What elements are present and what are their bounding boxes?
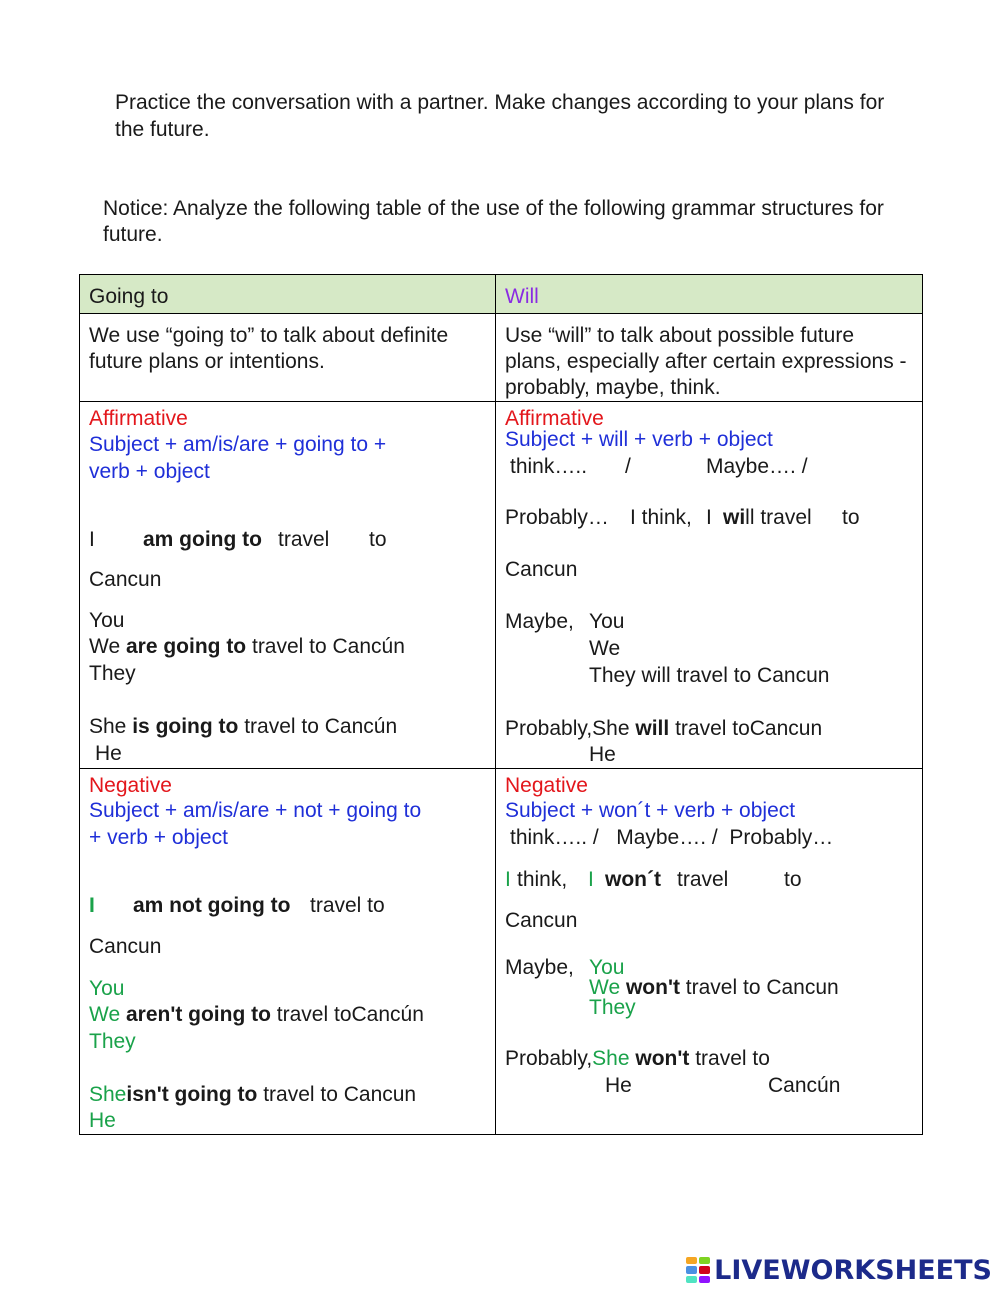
right-neg-i2: I — [588, 868, 594, 891]
right-neg-you: You — [589, 956, 625, 979]
liveworksheets-brand-text: LIVEWORKSHEETS — [714, 1254, 992, 1286]
left-aff-ex1-verb: am going to — [143, 528, 262, 551]
left-aff-ex1-place: Cancun — [89, 568, 162, 591]
notice-line-1: Notice: Analyze the following table of the use of the following grammar structures for — [103, 197, 884, 220]
right-neg-she-rest: travel to — [695, 1047, 770, 1070]
left-neg-ex1-subject: I — [89, 894, 95, 917]
left-neg-ex2-rest: travel toCancún — [276, 1003, 424, 1026]
right-aff-maybe: Maybe…. / — [706, 455, 808, 478]
right-aff-he: He — [589, 743, 616, 766]
left-neg-ex3-he: He — [89, 1109, 116, 1132]
desc-going-to: We use “going to” to talk about definite future plans or intentions. — [89, 324, 449, 373]
right-negative-title: Negative — [505, 774, 588, 797]
table-divider-header — [79, 313, 923, 314]
right-aff-to: to — [842, 506, 860, 529]
left-aff-ex2-we: We — [89, 635, 121, 658]
left-aff-ex2-verb: are going to — [125, 635, 247, 658]
left-aff-ex3-line — [89, 714, 397, 740]
left-neg-ex2-they: They — [89, 1030, 136, 1053]
table-divider-column — [495, 274, 496, 1135]
right-negative-structure: Subject + won´t + verb + object — [505, 799, 796, 822]
notice-line-2: future. — [103, 223, 163, 246]
left-aff-ex3-verb: is going to — [132, 715, 239, 738]
left-neg-ex2-verb: aren't going to — [125, 1003, 271, 1026]
right-aff-i: I — [706, 506, 712, 529]
left-neg-ex2-line — [89, 1002, 424, 1028]
right-aff-probably: Probably… — [505, 506, 609, 529]
table-divider-desc — [79, 401, 923, 402]
right-neg-i1: I — [505, 868, 511, 891]
right-neg-wont2: won't — [625, 976, 680, 999]
left-affirmative-structure-2: verb + object — [89, 460, 210, 483]
right-aff-maybe-comma: Maybe, — [505, 610, 574, 633]
left-aff-ex2-line — [89, 634, 405, 660]
right-neg-maybe-comma: Maybe, — [505, 956, 574, 979]
right-aff-i-think: I think, — [630, 506, 692, 529]
right-aff-will-rest: ll travel — [745, 506, 812, 529]
table-border-bottom — [79, 1134, 923, 1135]
right-neg-travel: travel — [677, 868, 729, 891]
right-aff-she-rest: travel toCancun — [675, 717, 823, 740]
right-aff-will-word: will — [635, 717, 670, 740]
right-neg-place: Cancun — [505, 909, 578, 932]
left-neg-ex3-verb: isn't going to — [126, 1083, 258, 1106]
left-neg-ex1-place: Cancun — [89, 935, 162, 958]
right-affirmative-title: Affirmative — [505, 407, 604, 430]
right-aff-place: Cancun — [505, 558, 578, 581]
left-aff-ex2-rest: travel to Cancún — [251, 635, 405, 658]
right-neg-they: They — [589, 996, 636, 1019]
right-aff-slash: / — [625, 455, 631, 478]
left-aff-ex1-travel: travel — [278, 528, 330, 551]
left-negative-title: Negative — [89, 774, 172, 797]
right-neg-we: We — [589, 976, 621, 999]
left-aff-ex3-she: She — [89, 715, 127, 738]
left-negative-structure-2: + verb + object — [89, 826, 228, 849]
left-aff-ex3-he: He — [95, 742, 122, 765]
desc-will: Use “will” to talk about possible future plans, especially after certain expressions - probably, maybe, think. — [505, 324, 907, 399]
right-neg-place2: Cancún — [768, 1074, 841, 1097]
intro-line-1: Practice the conversation with a partner. Make changes according to your plans for — [115, 91, 885, 114]
right-aff-probably-line — [505, 716, 822, 742]
left-neg-ex1-verb: am not going to — [133, 894, 291, 917]
right-neg-wont3: won't — [635, 1047, 690, 1070]
header-going-to: Going to — [89, 285, 169, 308]
table-border-top — [79, 274, 923, 275]
intro-line-2: the future. — [115, 118, 210, 141]
table-divider-affirmative — [79, 768, 923, 769]
left-neg-ex2-you: You — [89, 977, 125, 1000]
right-neg-wont: won´t — [605, 868, 661, 891]
right-neg-probably-line — [505, 1046, 770, 1072]
left-neg-ex3-rest: travel to Cancun — [263, 1083, 417, 1106]
header-will: Will — [505, 285, 539, 308]
table-border-right — [922, 274, 923, 1135]
right-neg-probably-comma: Probably, — [505, 1047, 593, 1070]
left-aff-ex1-subject: I — [89, 528, 95, 551]
left-neg-ex2-we: We — [89, 1003, 121, 1026]
right-neg-to: to — [784, 868, 802, 891]
right-neg-think: think, — [517, 868, 568, 891]
liveworksheets-logo-icon — [686, 1257, 710, 1283]
left-aff-ex3-rest: travel to Cancún — [244, 715, 398, 738]
right-aff-will-line — [723, 505, 812, 531]
left-neg-ex3-line — [89, 1082, 416, 1108]
left-aff-ex1-to: to — [369, 528, 387, 551]
table-border-left — [79, 274, 80, 1135]
right-aff-will-bold: wi — [723, 506, 746, 529]
left-aff-ex2-you: You — [89, 609, 125, 632]
right-affirmative-structure: Subject + will + verb + object — [505, 428, 773, 451]
left-neg-ex1-rest: travel to — [310, 894, 385, 917]
right-neg-he: He — [605, 1074, 632, 1097]
right-aff-probably-she: Probably,She — [505, 717, 630, 740]
left-affirmative-title: Affirmative — [89, 407, 188, 430]
right-aff-they-line: They will travel to Cancun — [589, 664, 830, 687]
right-aff-you: You — [589, 610, 625, 633]
right-aff-we: We — [589, 637, 621, 660]
left-affirmative-structure-1: Subject + am/is/are + going to + — [89, 433, 387, 456]
right-neg-expressions: think….. / Maybe…. / Probably… — [510, 826, 834, 849]
left-neg-ex3-she: She — [89, 1083, 127, 1106]
table-header-background — [79, 274, 923, 313]
left-negative-structure-1: Subject + am/is/are + not + going to — [89, 799, 422, 822]
left-aff-ex2-they: They — [89, 662, 136, 685]
right-neg-we-rest: travel to Cancun — [685, 976, 839, 999]
right-neg-she: She — [592, 1047, 630, 1070]
liveworksheets-brand[interactable] — [686, 1255, 992, 1285]
right-aff-think: think….. — [510, 455, 588, 478]
